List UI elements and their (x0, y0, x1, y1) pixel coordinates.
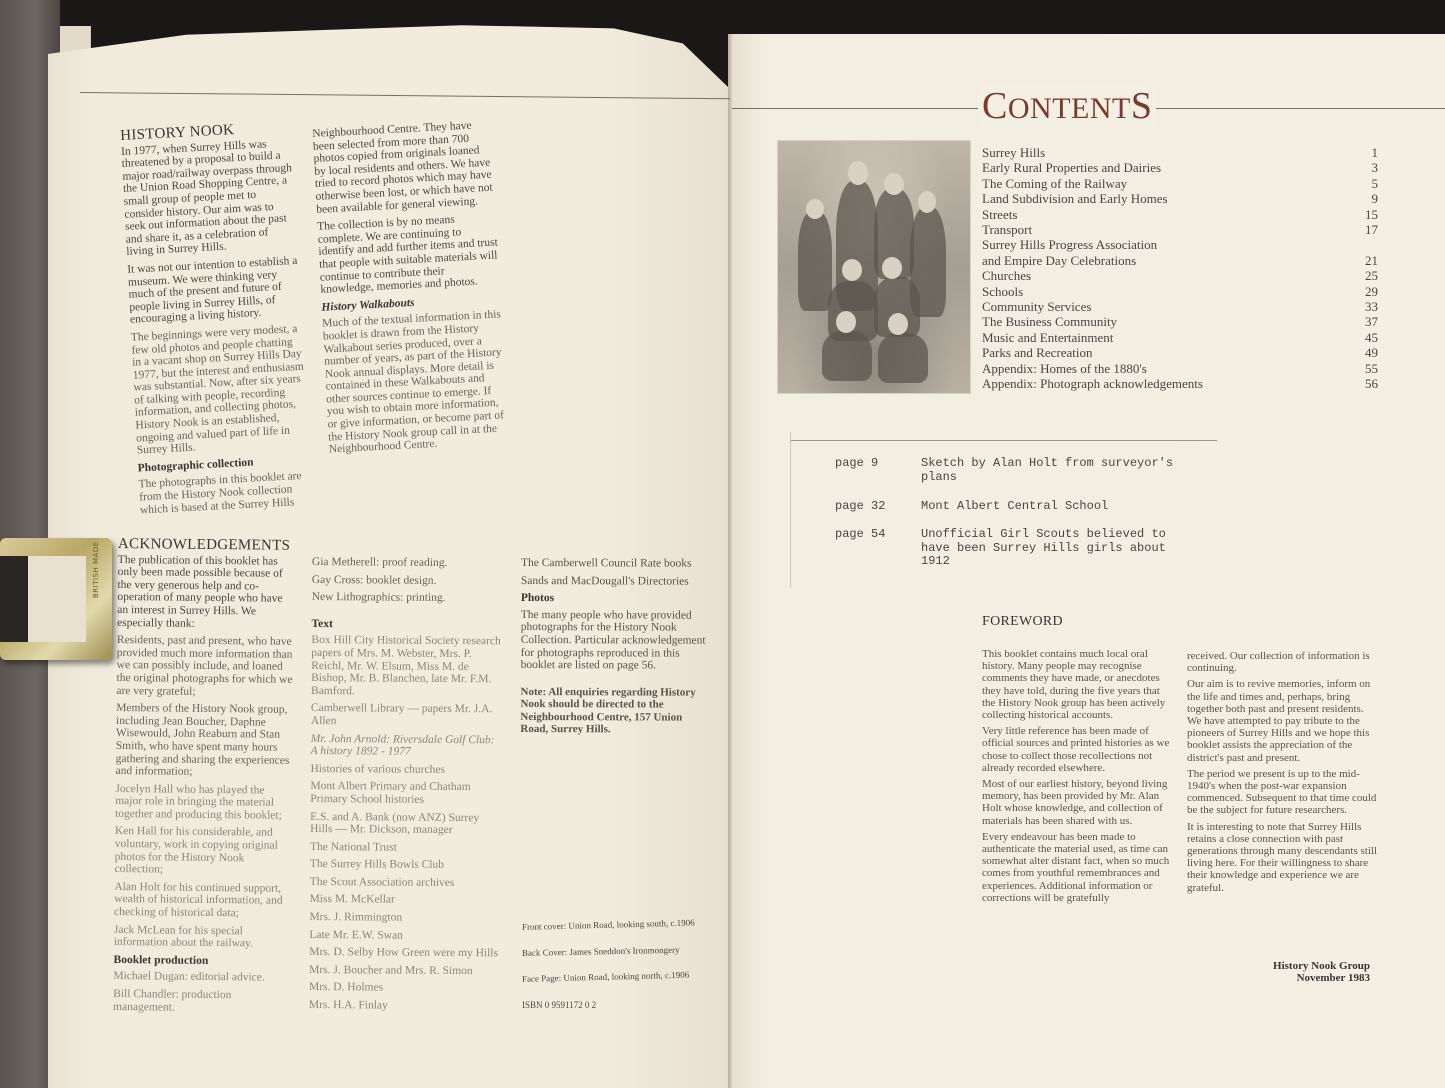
paragraph: The publication of this booklet has only been made possible because of the very generous help and co-operation of many people who have an interest in Surrey Hills. We especially thank: (117, 553, 283, 630)
foreword-column-2 (1187, 650, 1377, 898)
paragraph: Jocelyn Hall who has played the major role in bringing the material together and producing this booklet; (115, 782, 282, 822)
credit-line: Gay Cross: booklet design. (311, 573, 437, 587)
source-line: Mrs. D. Selby How Green were my Hills (309, 946, 499, 960)
toc-entry: Transport 17 (982, 222, 1378, 238)
paragraph: Neighbourhood Centre. They have been selected from more than 700 photos copied from originals loaned by local residents and others. We have tried to record photos which may have otherwise been lost, or which have not been available for general viewing. (312, 119, 493, 216)
paragraph: In 1977, when Surrey Hills was threatened by a proposal to build a major road/railway overpass through the Union Road Shopping Centre, a small group of people met to consider history. Our aim was to seek out information about the past and share it, as a celebration of living in Surrey Hills. (120, 137, 293, 259)
source-line: E.S. and A. Bank (now ANZ) Surrey Hills — Mr. Dickson, manager (310, 810, 480, 837)
paragraph: Michael Dugan: editorial advice. (113, 970, 265, 984)
booklet-production-heading: Booklet production (113, 953, 209, 967)
paragraph: The period we present is up to the mid-1940's when the post-war expansion commenced. Subsequent to that time could be the subject for future researchers. (1187, 767, 1377, 817)
source-line: Histories of various churches (310, 762, 446, 776)
toc-entry: The Business Community 37 (982, 314, 1378, 330)
source-line: The Scout Association archives (309, 875, 455, 889)
signature-group: History Nook Group (1273, 960, 1370, 972)
source-line: Mont Albert Primary and Chatham Primary School histories (310, 780, 471, 806)
toc-entry: and Empire Day Celebrations 21 (982, 252, 1378, 268)
toc-entry: Streets 15 (982, 206, 1378, 222)
foreword-heading: FOREWORD (982, 614, 1063, 629)
source-line: Box Hill City Historical Society research papers of Mrs. M. Webster, Mrs. P. Reichl, Mr. W. Elsum, Miss M. de Bishop, Mr. B. Blanchen, late Mr. F.M. Bamford. (311, 634, 501, 698)
source-line: Miss M. McKellar (309, 893, 395, 907)
acknowledgements-column-2 (309, 556, 502, 1018)
paragraph: Much of the textual information in this booklet is drawn from the History Walkabout series produced, over a number of years, as part of the History Nook annual displays. More detail is contained in these Walkabouts and other sources continue to emerge. If you wish to obtain more information, or give information, or become part of the History Nook group call in at the Neighbourhood Centre. (321, 308, 505, 456)
source-line: Camberwell Library — papers Mr. J.A. Allen (310, 702, 493, 728)
paragraph: It was not our intention to establish a museum. We were thinking very much of the present and future of people living in Surrey Hills, of encouraging a living history. (127, 254, 298, 327)
foreword-signature (1200, 960, 1370, 984)
booklet-spine (728, 34, 732, 1088)
photos-heading: Photos (520, 592, 555, 605)
source-line: Mrs. D. Holmes (308, 981, 384, 994)
photographic-collection-heading: Photographic collection (137, 456, 254, 475)
credit-line: New Lithographics: printing. (311, 591, 446, 605)
paragraph: The photographs in this booklet are from the History Nook collection which is based at the Surrey Hills (138, 470, 302, 517)
toc-entry: Early Rural Properties and Dairies 3 (982, 160, 1378, 176)
source-line: Mr. John Arnold: Riversdale Golf Club: A history 1892 - 1977 (310, 732, 495, 758)
clip-stamp: BRITISH MADE (92, 541, 100, 598)
history-nook-column-1 (120, 121, 312, 522)
face-page-credit: Face Page: Union Road, looking north, c.1906 (521, 969, 690, 984)
paragraph: Members of the History Nook group, including Jean Boucher, Daphne Wisewould, John Reaburn and Stan Smith, who have spent many hours gathering and sharing the experiences and information; (115, 702, 290, 778)
toc-entry: Appendix: Homes of the 1880's 55 (982, 360, 1378, 376)
paragraph: Ken Hall for his considerable, and voluntary, work in copying original photos for the History Nook collection; (114, 825, 278, 876)
toc-entry: The Coming of the Railway 5 (982, 175, 1378, 191)
paragraph: Very little reference has been made of official sources and printed histories as we chose to collect those recollections not already recorded elsewhere. (982, 725, 1170, 774)
toc-entry: Churches 25 (982, 268, 1378, 284)
source-line: Mrs. J. Boucher and Mrs. R. Simon (309, 963, 473, 977)
credit-line: Gia Metherell: proof reading. (311, 556, 448, 569)
source-line: Mrs. H.A. Finlay (308, 999, 388, 1012)
paragraph: It is interesting to note that Surrey Hills retains a close connection with past generations through many descendants still living here. For their willingness to share their knowledge and experience we are grateful. (1187, 820, 1378, 894)
foreword-column-1 (982, 648, 1172, 908)
caption-row: page 32 Mont Albert Central School (835, 499, 1109, 513)
toc-entry: Surrey Hills Progress Association (982, 237, 1158, 253)
paragraph: Bill Chandler: production management. (113, 987, 232, 1014)
toc-entry: Appendix: Photograph acknowledgements 56 (982, 376, 1378, 392)
paragraph: Most of our earliest history, beyond living memory, has been provided by Mr. Alan Holt whose knowledge, and collection of materials has been shared with us. (982, 778, 1168, 827)
toc-entry: Land Subdivision and Early Homes 9 (982, 191, 1378, 207)
paragraph: Jack McLean for his special information about the railway. (113, 923, 253, 950)
paragraph: Alan Holt for his continued support, wealth of historical information, and checking of historical data; (114, 880, 283, 920)
paragraph: The many people who have provided photographs for the History Nook Collection. Particular acknowledgement for photographs reproduced in this booklet are listed on page 56. (520, 608, 706, 672)
paragraph: The collection is by no means complete. We are continuing to identify and add further items and trust that people with suitable materials will continue to contribute their knowledge, memories and photos. (316, 213, 499, 296)
front-cover-credit: Front cover: Union Road, looking south, c.1906 (521, 917, 695, 932)
toc-entry: Community Services 33 (982, 299, 1378, 315)
contents-title: CONTENTS (978, 84, 1156, 128)
clip-opening (0, 556, 86, 642)
caption-row: page 9 Sketch by Alan Holt from surveyor's plans (835, 456, 1174, 484)
table-of-contents (982, 145, 1378, 392)
paragraph: Residents, past and present, who have provided much more information than we can possibly include, and loaned the original photographs for which we are very grateful; (116, 634, 293, 698)
history-nook-heading: HISTORY NOOK (119, 122, 235, 144)
source-line: Sands and MacDougall's Directories (520, 574, 689, 588)
caption-row: page 54 Unofficial Girl Scouts believed to have been Surrey Hills girls about 1912 (835, 527, 1166, 568)
acknowledgements-column-3 (520, 557, 709, 741)
acknowledgements-column-1 (113, 538, 294, 1020)
brass-clip (0, 538, 112, 660)
paragraph: Our aim is to revive memories, inform on the life and times and, perhaps, bring together both past and present residents. We have attempted to pay tribute to the pioneers of Surrey Hills and we hope this booklet assists the appreciation of the district's past and present. (1187, 678, 1371, 764)
paragraph: This booklet contains much local oral history. Many people may recognise comments they have made, or anecdotes they have told, during the five years that the History Nook group has been actively collecting historical accounts. (982, 648, 1166, 722)
paragraph: Every endeavour has been made to authenticate the material used, as time can somewhat alter distant fact, when so much comes from youthful remembrances and experiences. Additional information or corrections will be gratefully (982, 830, 1170, 904)
toc-entry: Parks and Recreation 49 (982, 345, 1378, 361)
signature-date: November 1983 (1296, 972, 1370, 984)
photo-captions-box (790, 432, 1217, 588)
enquiries-note: Note: All enquiries regarding History Nook should be directed to the Neighbourhood Centre, 157 Union Road, Surrey Hills. (520, 685, 696, 736)
source-line: The Surrey Hills Bowls Club (309, 858, 445, 872)
history-walkabouts-heading: History Walkabouts (321, 296, 415, 314)
isbn: ISBN 0 9591172 0 2 (522, 1000, 597, 1010)
back-cover-credit: Back Cover: James Sneddon's Ironmongery (521, 944, 680, 958)
toc-entry: Surrey Hills 1 (982, 145, 1378, 160)
toc-entry: Music and Entertainment 45 (982, 329, 1378, 345)
toc-entry: Schools 29 (982, 283, 1378, 299)
history-nook-column-2 (312, 119, 509, 462)
source-line: Mrs. J. Rimmington (309, 911, 403, 924)
paragraph: The beginnings were very modest, a few old photos and people chatting in a vacant shop on Surrey Hills Day 1977, but the interest and enthusiasm was substantial. Now, after six years of talking with people, recording information, and collecting photos, History Nook is an established, ongoing and valued part of life in Surrey Hills. (130, 322, 305, 457)
cover-credits (521, 917, 712, 1026)
girl-scouts-photo (777, 140, 971, 394)
source-line: The National Trust (309, 840, 397, 854)
source-line: Late Mr. E.W. Swan (309, 928, 403, 942)
source-line: The Camberwell Council Rate books (520, 557, 692, 570)
acknowledgements-heading: ACKNOWLEDGEMENTS (117, 536, 291, 554)
paragraph: received. Our collection of information is continuing. (1187, 650, 1370, 675)
text-sources-heading: Text (311, 617, 333, 630)
